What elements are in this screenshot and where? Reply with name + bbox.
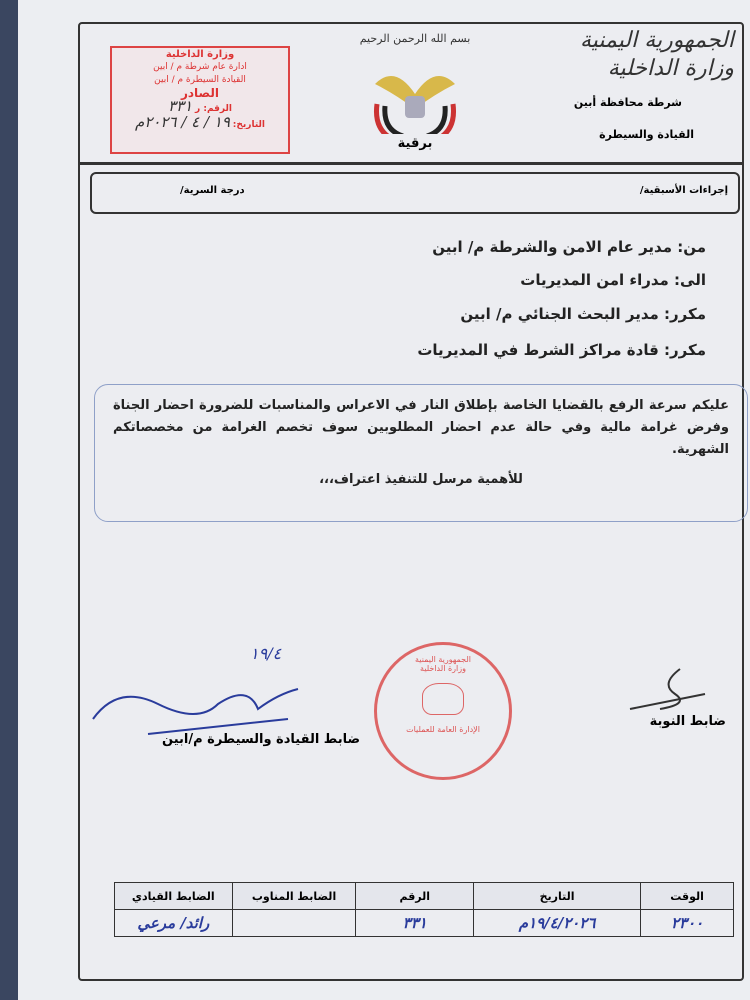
- stamp-line3: القيادة السيطرة م / ابين: [154, 75, 246, 85]
- table-header-row: [115, 883, 734, 910]
- from-line: من: مدير عام الامن والشرطة م/ ابين: [432, 238, 706, 256]
- country-name: الجمهورية اليمنية: [579, 28, 734, 53]
- stamp-line2: ادارة عام شرطة م / ابين: [153, 62, 247, 72]
- cell-command-officer: رائد/ مرعي: [115, 910, 233, 937]
- stamp-date-label: التاريخ:: [232, 120, 265, 130]
- closing-text: للأهمية مرسل للتنفيذ اعتراف،،،: [319, 472, 523, 487]
- stamp-date: ١٩ / ٤ / ٢٠٢٦م: [135, 113, 230, 131]
- ministry-name: وزارة الداخلية: [607, 56, 734, 81]
- cell-time: ٢٣٠٠: [641, 910, 734, 937]
- seal-line2: وزارة الداخلية: [420, 664, 466, 673]
- police-name: شرطة محافظة أبين: [573, 96, 682, 109]
- left-signer-title: ضابط القيادة والسيطرة م/ابين: [162, 732, 361, 747]
- handwritten-date: ١٩/٤: [250, 644, 282, 663]
- cell-date: ١٩/٤/٢٠٢٦م: [474, 910, 641, 937]
- cell-duty-officer: [232, 910, 356, 937]
- table-row: [115, 910, 734, 937]
- doc-type: برقية: [397, 136, 433, 151]
- header-date: التاريخ: [474, 883, 641, 910]
- header-time: الوقت: [641, 883, 734, 910]
- basmala: بسم الله الرحمن الرحيم: [359, 32, 471, 45]
- yemen-emblem-logo: [355, 54, 475, 134]
- header-divider: [80, 162, 742, 165]
- cc-line-1: مكرر: مدير البحث الجنائي م/ ابين: [460, 305, 706, 323]
- message-text: عليكم سرعة الرفع بالقضايا الخاصة بإطلاق النار في الاعراس والمناسبات للضرورة احضار الجناة وفرض غرامة مالية وفي حالة عدم احضار المطلوبين سوف تخصم الغرامة من مخصصاتكم الشهرية.: [113, 398, 729, 457]
- document-frame: [78, 22, 744, 981]
- cell-number: ٣٣١: [356, 910, 474, 937]
- incoming-stamp: [110, 46, 290, 154]
- to-line: الى: مدراء امن المديريات: [520, 271, 706, 289]
- message-body: [94, 384, 748, 522]
- stamp-line1: وزارة الداخلية: [165, 49, 235, 60]
- seal-bottom: الإدارة العامة للعمليات: [406, 725, 480, 734]
- header-number: الرقم: [356, 883, 474, 910]
- header-duty-officer: الضابط المناوب: [232, 883, 356, 910]
- department-name: القيادة والسيطرة: [599, 128, 694, 141]
- classification-bar: [90, 172, 740, 214]
- precedence-label: إجراءات الأسبقية/: [639, 185, 728, 196]
- header-command-officer: الضابط القيادي: [115, 883, 233, 910]
- stamp-number-label: الرقم: ر: [195, 104, 232, 114]
- secrecy-label: درجة السرية/: [180, 185, 245, 196]
- right-signer-title: ضابط النوبة: [649, 714, 726, 729]
- seal-line1: الجمهورية اليمنية: [414, 655, 471, 664]
- paper: [18, 0, 750, 1000]
- cc-line-2: مكرر: قادة مراكز الشرط في المديريات: [417, 341, 706, 359]
- stamp-number: ٣٣١: [168, 97, 193, 115]
- log-table: [114, 882, 734, 937]
- official-seal: [374, 642, 512, 780]
- stamp-title: الصادر: [180, 86, 219, 100]
